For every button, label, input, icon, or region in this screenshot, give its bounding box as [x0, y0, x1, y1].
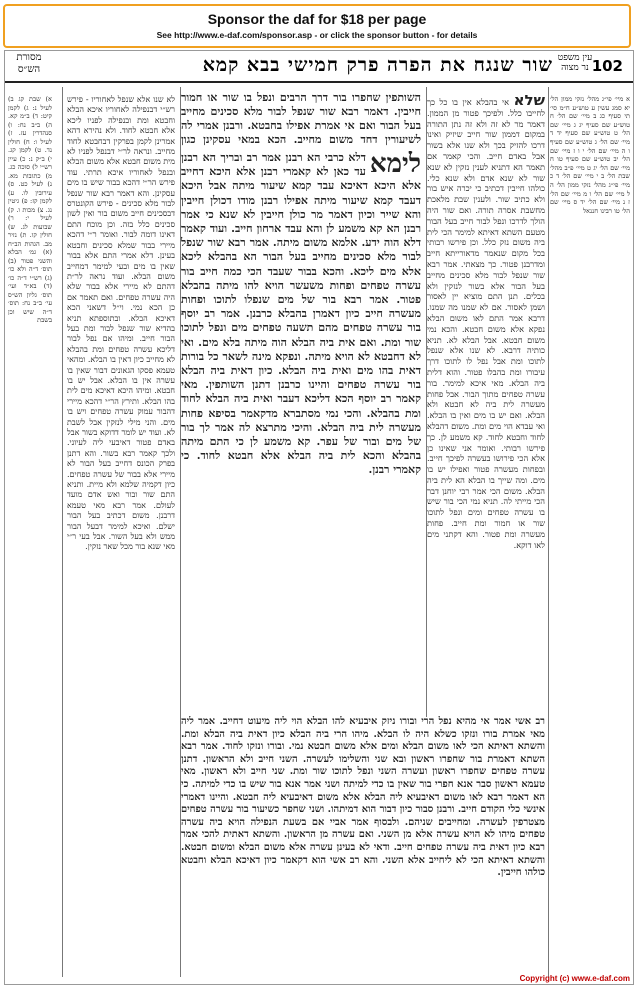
gemara-column [181, 151, 421, 711]
gemara-top-block [181, 91, 421, 147]
gemara-top-text: השותפין שחפרו בור דרך הרבים ונפל בו שור או חמור חייבין. דאמר רבא שור שנפל לבור מלא סכינים מחייב בעל הבור ואם אי אמרת אפילו בחבטא. ורבנן אמרי לה לשיעורין דחד משום מחייב. הכא במאי עסקינן כגון [181, 91, 421, 146]
mesoret-text: א) שבת קג ב) לעיל נ: ג) לקמן קיט: ד) ב״מ קא. ה) ב״ב נח: ו) סנהדרין עז. ז) לעיל ו: ח) חולין נד. ט) לקמן קג. י) ב״ק נ: כ) עיין רש״י ל) סוכה כג. מ) כתובות מא. נ) לעיל כט. ס) עירובין לו. ע) לקמן קז: פ) גיטין נג. צ) מכות ו. ק) לעיל י: ר) שבועות לג. ש) חולין קו. ת) נזיר מב. הגהות הב״ח (א) גמ׳ הבלא והשני פטור (ב) תוס׳ ד״ה ולא כו׳ (ג) רש״י ד״ה כו׳ (ד) בא״ד ועי׳ תוס׳ גליון הש״ס עי׳ ב״ב נח: תוס׳ ד״ה שיש וכן בשבת [8, 95, 52, 324]
copyright-link[interactable]: Copyright (c) www.e-daf.com [519, 974, 630, 983]
mesoret-label: מסורת הש״ס [16, 52, 42, 75]
tosafot-column [67, 95, 175, 980]
column-divider [62, 87, 63, 977]
gemara-bottom-text: רב אשי אמר אי מהיא נפל הרי ובורו ניזק איבעיא להו הבלא הוי ליה מיעוט דחייב. אמר ליה מאי אמרת בורו ונזקו כשלא היה לו הבלא. מיהו הרי ביה הבלא כיון דאית ביה הבלא ומת. והשתא דאיתא הכי לאו משום הבלא ומים אלא משום חבטא נמי. ובורו ונזקו לחוד. אמר רבא השתא דאמרת בור שחפרו ראשון ובא שני והשלימו לעשרה. השני חייב ולא הראשון. דתנן עשרה טפחים שחפרו ראשון ועשרה השני ונפל לתוכו שור ומת. שני חייב ולא ראשון. מאי טעמא ראשון סבר אנא חפרי בור שאין בו כדי למיתה ושני אמר אנא בור שיש בו כדי למיתה. כי הא דאמר רבא לאו משום דאיבעיא ליה הבלא אלא משום דאיבעיא ליה חבטא. והיינו דאמרי אינשי כלי הקודם חייב. ורבנן סבור כיון דבור הוא דמיתהו. ושני שחפר כשיעור בור עשרה טפחים מצטרפין לעשרה. ומחייבים שניהם. ולבסוף אמר אביי אם בשעת הנפילה הויא ביה עשרה טפחים מיהו לא הויא עשרה אלא מן השני. ואם עשרה מן הראשון. והשתא דאתית להכי אמר רבא כיון דאית ביה עשרה טפחים חייב. ודאי לא בעינן עשרה אלא משום הבלא ומשום חבטא. והשתא דאיתא הכי לא ליחייב אלא השני. והא רב אשי הוא דקאמר כיון דאיכא הבלא וחבטא כולהו חייבין. [181, 716, 545, 879]
ein-mishpat-text: א מיי׳ פי״ג מהל׳ נזקי ממון הל׳ יא סמג עשין ע טוש״ע ח״מ סי׳ תי סעיף כג ב מיי׳ שם הל׳ ח טוש״ע שם סעיף יג ג מיי׳ שם הל׳ ט טוש״ע שם סעיף יד ד מיי׳ שם הל׳ ג טוש״ע שם סעיף ו ה מיי׳ שם הל׳ י ו ז מיי׳ שם הל׳ יב טוש״ע שם סעיף טו ח מיי׳ שם הל׳ יג ט מיי׳ פ״ב מהל׳ שבת הל׳ ב י מיי׳ שם הל׳ ד כ מיי׳ פי״ג מהל׳ נזקי ממון הל׳ ה ל מיי׳ שם הל׳ ו מ מיי׳ שם הל׳ ז נ מיי׳ שם הל׳ יד ס מיי׳ שם הל׳ טו רבינו חננאל [550, 95, 630, 215]
rashi-text: אי בהבלא אין בו כל כך לחייבו כלל. ולפיכך פטור מן הממון. דאמר מר לא זה ולא זה נתן התורה במקום דממון שור חייב שיזיק ואינו דרכו להזיק בכך ולא שנו אלא בשור אבל באדם חייב. והכי קאמר אם תאמר הא דתניא לענין נזקין לא שנא שור לא שנא אדם ולא שנא כלי. כולהו חייבין דכתיב כי יכרה איש בור ולא כתיב שור. ולענין שבת מלאכת מחשבת אסרה תורה. ואם שור היה הולך לדרכו ונפל לבור חייב בעל הבור מטעם השתא דאיתא למימר הכי לית ביה משום נזק כלל. וכן פירשו רבותי בכל מקום שנאמר מדאורייתא חייב ומדרבנן פטור. כך מצאתי. אמר רבא שור שנפל לבור מלא סכינים מחייב בעל הבור אלא בשור לנזקין ולא בכלים. תנן התם מוציא יין לאסור ושמן לאסור. אם לא שמנו מה שמנו. דרבא אמר התם לאו משום הבלא נפקא אלא משום חבטא. והכא נמי משום חבטא. אבל הבלא לא. תניא כותיה דרבא. לא שנו אלא שנפל לתוכו ומת אבל נפל לו לתוכו דרך עיבורו ומת בהבלו פטור. והוא דלית ביה הבלא. מאי איכא למימר. בור עשרה טפחים מתוך הבור. אבל פחות מעשרה לית ביה לא חבטא ולא הבלא. ואם יש בו מים ואין בו הבלא. ואי עבדא הוי מים ומת. משום דהבלא לחוד וחבטא לחוד. קא משמע לן. כך פירשו רבותי. ואומר אני שאינו כן אלא הכי פירושו בעשרה לפיכך חייב. ובפחות מעשרה פטור ואפילו יש בו מים. ומה שייך בו הבלא הא לית ביה הבלא. משום הכי אמר רבי יוחנן דבר הכי מייתי לה. תניא נמי הכי בור שיש בו עשרה טפחים ומים ונפל לתוכו שור או חמור ומת חייב. פחות מעשרה ומת פטור. והא דקתני מים לאו דוקא. [427, 97, 545, 550]
rashi-lead-word: שלא [513, 95, 545, 109]
sponsor-banner-subtitle[interactable]: See http://www.e-daf.com/sponsor.asp - or click the sponsor button - for details [156, 30, 478, 40]
tosafot-text: לא שנו אלא שנפל לאחוריו - פירש רש״י דבנפילה לאחוריו איכא הבלא וחבטא ומת ובנפילה לפניו ליכא אלא חבטא לחוד. ולא נהירא דהא אמרינן לקמן בפרקין דבחבטא לחוד מחייב. ונראה לר״י דבנפל לפניו לא מית משום חבטא אלא משום הבלא ובנפל לאחוריו איכא תרתי. עוד פירש הר״י דהכא בבור שיש בו מים עסקינן. והא דאמר רבא שור שנפל לבור מלא סכינים - פירש הקונטרס דבסכינים חייב משום בור ואין לשון סכינים כלל בזה. וכן מוכח התם דאינו דומה לבור. ואומר ר״י דהכא מיירי בבור שמלא סכינים וחבטא בעינן. דלא אמרי התם אלא בבור שאין בו מים ובעי למימר דמחייב משום הבלא. ועוד נראה לר״ת דהתם לא מיירי אלא בבור שלא היה עשרה טפחים. ואם תאמר אם כן הכא נמי. וי״ל דשאני הכא דאיכא הבלא. ובתוספתא תניא בהדיא שור שנפל לבור ומת בעל הבור חייב. ומיהו אם נפל לבור דליכא עשרה טפחים ומת בהבלא לא מחייב כיון דאין בו הבלא. ומהאי טעמא פסקו הגאונים דבור שאין בו עשרה אין בו הבלא. אבל יש בו חבטא. ומיהו היכא דאיכא מים לית בהו הבלא. ותירץ הר״י דהכא מיירי דהבור עמוק עשרה טפחים ויש בו מים. והני מילי לנזקין אבל לשבת לא. ועוד יש לומר דדוקא בשור אבל באדם פטור דאיבעי ליה לעיוני. ולכך קאמר רבא בשור. והא דתנן בפרק הכונס דחייב בעל הבור לא מיירי אלא בבור של עשרה טפחים. כיון דקמיה שלמא ולא מיית. ותניא התם שור ובור ואש אדם מועד לעולם. אמר רבא מאי טעמא דרבנן. משום דכתיב בעל הבור ישלם. ואיכא למימר דבעל הבור ממש ולא בעל השור. אבל בעי ר״י מאי שנא בור מכל שאר נזקין. [67, 95, 175, 552]
running-title: שור שנגח את הפרה פרק חמישי בבא קמא [202, 54, 553, 76]
sponsor-banner[interactable] [3, 4, 631, 48]
sponsor-banner-title[interactable]: Sponsor the daf for $18 per page [207, 11, 427, 27]
gemara-big-word: לימא [369, 151, 421, 179]
mesoret-column [8, 95, 52, 980]
gemara-bottom-block [181, 716, 545, 971]
column-divider [548, 87, 549, 977]
page-number: 102 [591, 57, 623, 75]
page-header [5, 51, 633, 83]
talmud-page [4, 50, 634, 985]
ein-mishpat-label: עין משפט נר מצוה [557, 53, 593, 73]
gemara-text: דלא כרבי הא רבנן אמר רב ובריך הא רבנן עד כאן לא קאמרי רבנן אלא היכא דחייב אלא היכא דאיכא עבד קמא שיעור מיתה אבל היכא דעבד קמא שיעור מיתה אפילו רבנן מודו דכולן חייבין והא שייר וכיון דאמר מר כולן חייבין לא שנא כי אמר רבנן הא קא משמע לן והא עבד ארחון חייב. ועוד קאמר דלא הוה ידע. אלמא משום מיתה. אמר רבא שור שנפל לבור מלא סכינים מחייב בעל הבור הא בהבלא ליכא אלא מים ליכא. והכא בבור שעבד הכי כמה חייב בור עשרה טפחים ופחות משעשר הויא להו מיתה בהבלא פטור. אמר רבא בור של מים שנפלו לתוכו ופחות מעשרה חייב כיון דאמרן בהבלא כרבנן. אמר רב יוסף בור עשרה טפחים מהם תשעה טפחים מים ונפל לתוכו שור ומת. ואם אית ביה הבלא הוה מיתה בלא מים. ואי לא דחבטא לא הויא מיתה. ונפקא מינה לשאר כל בורות דאית בהו מים ואית ביה הבלא. כיון דאית ביה הבלא בור עשרה טפחים והיינו כרבנן דתנן השותפין. מאי קאמר רב יוסף הכא דליכא דעבר ואית ביה הבלא לחוד ומת בהבלא. והכי נמי מסתברא מדקאמר בסיפא פחות מעשרה לית ביה הבלא. והיכי מתרצא לה אמר לך בור של מים ובור של עפר. קא משמע לן כי התם מיתה בהבלא והכא לית ביה הבלא אלא חבטא לחוד. כי קאמרי רבנן. [181, 151, 421, 477]
ein-mishpat-column [550, 95, 630, 515]
